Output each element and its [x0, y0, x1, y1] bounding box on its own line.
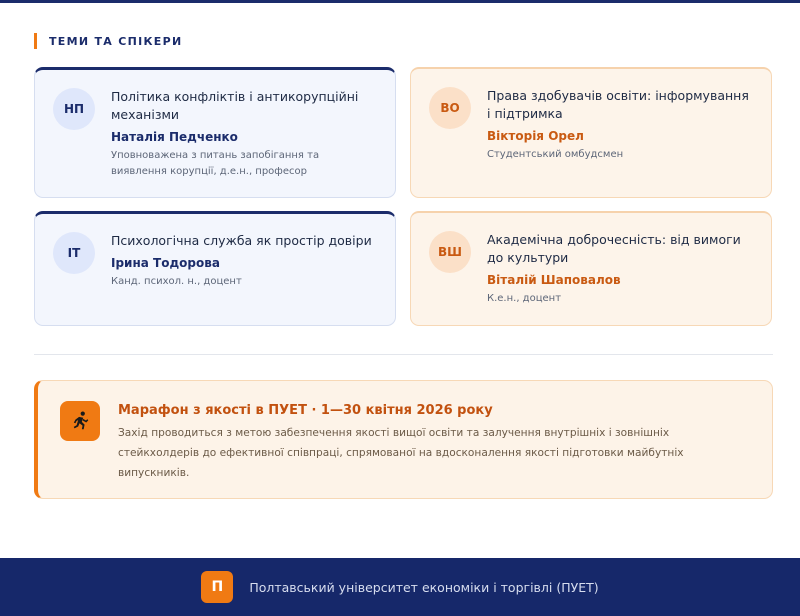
- speaker-card-todorova: [34, 211, 396, 326]
- topic-title: Політика конфліктів і антикорупційні механізми: [111, 89, 359, 122]
- section-title: ТЕМИ ТА СПІКЕРИ: [49, 34, 183, 48]
- running-person-icon: [60, 401, 100, 441]
- speaker-name: Ірина Тодорова: [111, 256, 220, 270]
- university-logo: П: [201, 571, 233, 603]
- topic-title: Психологічна служба як простір довіри: [111, 233, 372, 248]
- speaker-card-pedchenko: [34, 67, 396, 198]
- avatar: ІТ: [53, 232, 95, 274]
- footer: [0, 558, 800, 616]
- heading-accent-bar: [34, 33, 37, 49]
- speaker-card-orel: [410, 67, 772, 198]
- speaker-role: К.е.н., доцент: [487, 293, 562, 304]
- speaker-name: Віталій Шаповалов: [487, 273, 621, 287]
- marathon-description: Захід проводиться з метою забезпечення якості вищої освіти та залучення внутрішніх і зовнішніх стейкхолдерів до ефективної співпраці, спрямованої на вдосконалення якості підготовки майбутніх випускників.: [118, 427, 684, 479]
- avatar: ВШ: [429, 231, 471, 273]
- speaker-role: Канд. психол. н., доцент: [111, 276, 242, 287]
- speaker-name: Вікторія Орел: [487, 129, 584, 143]
- marathon-title: Марафон з якості в ПУЕТ · 1—30 квітня 2026 року: [118, 403, 493, 418]
- avatar: ВО: [429, 87, 471, 129]
- section-divider: [34, 354, 773, 355]
- university-name: Полтавський університет економіки і торгівлі (ПУЕТ): [249, 579, 599, 595]
- speaker-name: Наталія Педченко: [111, 130, 238, 144]
- avatar: НП: [53, 88, 95, 130]
- speaker-card-shapovalov: [410, 211, 772, 326]
- speaker-role: Студентський омбудсмен: [487, 149, 624, 160]
- speaker-role: Уповноважена з питань запобігання та виявлення корупції, д.е.н., професор: [111, 150, 320, 177]
- topic-title: Права здобувачів освіти: інформування і підтримка: [487, 88, 749, 121]
- marathon-banner: [34, 380, 773, 499]
- top-accent-bar: [0, 0, 800, 3]
- topic-title: Академічна доброчесність: від вимоги до культури: [487, 232, 741, 265]
- section-heading: [34, 33, 183, 49]
